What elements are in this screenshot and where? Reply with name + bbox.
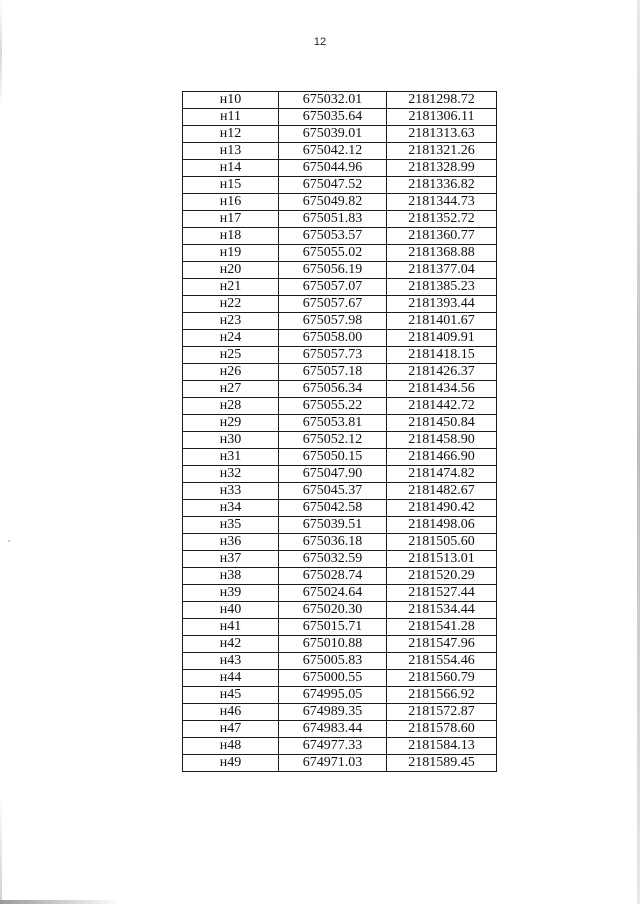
table-row — [183, 636, 497, 653]
point-label-cell: н22 — [183, 296, 279, 313]
point-label-cell: н23 — [183, 313, 279, 330]
y-coordinate-cell: 2181474.82 — [387, 466, 497, 483]
table-row — [183, 721, 497, 738]
table-row — [183, 466, 497, 483]
point-label-cell: н14 — [183, 160, 279, 177]
x-coordinate-cell: 675035.64 — [279, 109, 387, 126]
y-coordinate-cell: 2181344.73 — [387, 194, 497, 211]
table-row — [183, 517, 497, 534]
table-row — [183, 143, 497, 160]
x-coordinate-cell: 675056.34 — [279, 381, 387, 398]
x-coordinate-cell: 675045.37 — [279, 483, 387, 500]
point-label-cell: н36 — [183, 534, 279, 551]
y-coordinate-cell: 2181306.11 — [387, 109, 497, 126]
x-coordinate-cell: 675050.15 — [279, 449, 387, 466]
y-coordinate-cell: 2181385.23 — [387, 279, 497, 296]
table-row — [183, 211, 497, 228]
x-coordinate-cell: 674995.05 — [279, 687, 387, 704]
y-coordinate-cell: 2181513.01 — [387, 551, 497, 568]
scan-edge-bottom — [0, 900, 120, 904]
point-label-cell: н49 — [183, 755, 279, 772]
x-coordinate-cell: 675044.96 — [279, 160, 387, 177]
table-row — [183, 364, 497, 381]
y-coordinate-cell: 2181418.15 — [387, 347, 497, 364]
y-coordinate-cell: 2181547.96 — [387, 636, 497, 653]
table-row — [183, 415, 497, 432]
point-label-cell: н40 — [183, 602, 279, 619]
y-coordinate-cell: 2181352.72 — [387, 211, 497, 228]
table-row — [183, 228, 497, 245]
point-label-cell: н43 — [183, 653, 279, 670]
point-label-cell: н19 — [183, 245, 279, 262]
y-coordinate-cell: 2181336.82 — [387, 177, 497, 194]
point-label-cell: н42 — [183, 636, 279, 653]
coordinates-table-body — [183, 92, 497, 772]
x-coordinate-cell: 675000.55 — [279, 670, 387, 687]
x-coordinate-cell: 674977.33 — [279, 738, 387, 755]
y-coordinate-cell: 2181442.72 — [387, 398, 497, 415]
y-coordinate-cell: 2181458.90 — [387, 432, 497, 449]
y-coordinate-cell: 2181534.44 — [387, 602, 497, 619]
table-row — [183, 755, 497, 772]
table-row — [183, 653, 497, 670]
x-coordinate-cell: 675053.81 — [279, 415, 387, 432]
x-coordinate-cell: 675057.07 — [279, 279, 387, 296]
point-label-cell: н31 — [183, 449, 279, 466]
y-coordinate-cell: 2181321.26 — [387, 143, 497, 160]
point-label-cell: н45 — [183, 687, 279, 704]
x-coordinate-cell: 675052.12 — [279, 432, 387, 449]
x-coordinate-cell: 675057.18 — [279, 364, 387, 381]
point-label-cell: н18 — [183, 228, 279, 245]
point-label-cell: н24 — [183, 330, 279, 347]
point-label-cell: н12 — [183, 126, 279, 143]
table-row — [183, 534, 497, 551]
table-row — [183, 500, 497, 517]
y-coordinate-cell: 2181554.46 — [387, 653, 497, 670]
x-coordinate-cell: 675051.83 — [279, 211, 387, 228]
x-coordinate-cell: 675005.83 — [279, 653, 387, 670]
x-coordinate-cell: 675047.90 — [279, 466, 387, 483]
x-coordinate-cell: 675047.52 — [279, 177, 387, 194]
point-label-cell: н44 — [183, 670, 279, 687]
x-coordinate-cell: 675024.64 — [279, 585, 387, 602]
table-row — [183, 449, 497, 466]
x-coordinate-cell: 675042.58 — [279, 500, 387, 517]
x-coordinate-cell: 675056.19 — [279, 262, 387, 279]
point-label-cell: н26 — [183, 364, 279, 381]
y-coordinate-cell: 2181313.63 — [387, 126, 497, 143]
table-row — [183, 704, 497, 721]
scan-edge-left — [0, 0, 2, 904]
y-coordinate-cell: 2181466.90 — [387, 449, 497, 466]
y-coordinate-cell: 2181450.84 — [387, 415, 497, 432]
x-coordinate-cell: 675058.00 — [279, 330, 387, 347]
point-label-cell: н37 — [183, 551, 279, 568]
y-coordinate-cell: 2181360.77 — [387, 228, 497, 245]
x-coordinate-cell: 675028.74 — [279, 568, 387, 585]
table-row — [183, 619, 497, 636]
x-coordinate-cell: 675036.18 — [279, 534, 387, 551]
point-label-cell: н38 — [183, 568, 279, 585]
point-label-cell: н34 — [183, 500, 279, 517]
table-row — [183, 262, 497, 279]
table-row — [183, 245, 497, 262]
table-row — [183, 109, 497, 126]
point-label-cell: н33 — [183, 483, 279, 500]
x-coordinate-cell: 675042.12 — [279, 143, 387, 160]
y-coordinate-cell: 2181298.72 — [387, 92, 497, 109]
point-label-cell: н35 — [183, 517, 279, 534]
point-label-cell: н30 — [183, 432, 279, 449]
table-row — [183, 92, 497, 109]
point-label-cell: н29 — [183, 415, 279, 432]
point-label-cell: н13 — [183, 143, 279, 160]
table-row — [183, 177, 497, 194]
table-row — [183, 585, 497, 602]
x-coordinate-cell: 675039.01 — [279, 126, 387, 143]
x-coordinate-cell: 674989.35 — [279, 704, 387, 721]
point-label-cell: н21 — [183, 279, 279, 296]
point-label-cell: н20 — [183, 262, 279, 279]
x-coordinate-cell: 675015.71 — [279, 619, 387, 636]
y-coordinate-cell: 2181578.60 — [387, 721, 497, 738]
x-coordinate-cell: 674983.44 — [279, 721, 387, 738]
table-row — [183, 330, 497, 347]
x-coordinate-cell: 675049.82 — [279, 194, 387, 211]
y-coordinate-cell: 2181409.91 — [387, 330, 497, 347]
y-coordinate-cell: 2181541.28 — [387, 619, 497, 636]
y-coordinate-cell: 2181368.88 — [387, 245, 497, 262]
x-coordinate-cell: 675055.22 — [279, 398, 387, 415]
point-label-cell: н28 — [183, 398, 279, 415]
table-row — [183, 347, 497, 364]
x-coordinate-cell: 675032.59 — [279, 551, 387, 568]
point-label-cell: н41 — [183, 619, 279, 636]
coordinates-table — [182, 91, 497, 772]
table-row — [183, 160, 497, 177]
x-coordinate-cell: 674971.03 — [279, 755, 387, 772]
point-label-cell: н11 — [183, 109, 279, 126]
table-row — [183, 381, 497, 398]
y-coordinate-cell: 2181393.44 — [387, 296, 497, 313]
table-row — [183, 126, 497, 143]
y-coordinate-cell: 2181572.87 — [387, 704, 497, 721]
table-row — [183, 194, 497, 211]
table-row — [183, 738, 497, 755]
x-coordinate-cell: 675057.98 — [279, 313, 387, 330]
point-label-cell: н32 — [183, 466, 279, 483]
point-label-cell: н10 — [183, 92, 279, 109]
table-row — [183, 398, 497, 415]
point-label-cell: н17 — [183, 211, 279, 228]
y-coordinate-cell: 2181527.44 — [387, 585, 497, 602]
y-coordinate-cell: 2181490.42 — [387, 500, 497, 517]
y-coordinate-cell: 2181328.99 — [387, 160, 497, 177]
y-coordinate-cell: 2181560.79 — [387, 670, 497, 687]
table-row — [183, 483, 497, 500]
table-row — [183, 313, 497, 330]
table-row — [183, 432, 497, 449]
y-coordinate-cell: 2181401.67 — [387, 313, 497, 330]
x-coordinate-cell: 675057.67 — [279, 296, 387, 313]
y-coordinate-cell: 2181426.37 — [387, 364, 497, 381]
point-label-cell: н47 — [183, 721, 279, 738]
y-coordinate-cell: 2181434.56 — [387, 381, 497, 398]
point-label-cell: н48 — [183, 738, 279, 755]
y-coordinate-cell: 2181482.67 — [387, 483, 497, 500]
x-coordinate-cell: 675057.73 — [279, 347, 387, 364]
point-label-cell: н46 — [183, 704, 279, 721]
y-coordinate-cell: 2181520.29 — [387, 568, 497, 585]
y-coordinate-cell: 2181505.60 — [387, 534, 497, 551]
x-coordinate-cell: 675020.30 — [279, 602, 387, 619]
table-row — [183, 602, 497, 619]
table-row — [183, 568, 497, 585]
point-label-cell: н15 — [183, 177, 279, 194]
table-row — [183, 670, 497, 687]
y-coordinate-cell: 2181566.92 — [387, 687, 497, 704]
point-label-cell: н16 — [183, 194, 279, 211]
point-label-cell: н25 — [183, 347, 279, 364]
x-coordinate-cell: 675055.02 — [279, 245, 387, 262]
table-row — [183, 551, 497, 568]
table-row — [183, 279, 497, 296]
x-coordinate-cell: 675039.51 — [279, 517, 387, 534]
point-label-cell: н39 — [183, 585, 279, 602]
y-coordinate-cell: 2181377.04 — [387, 262, 497, 279]
table-row — [183, 296, 497, 313]
table-row — [183, 687, 497, 704]
point-label-cell: н27 — [183, 381, 279, 398]
scan-speck — [8, 540, 10, 542]
y-coordinate-cell: 2181589.45 — [387, 755, 497, 772]
page-number: 12 — [313, 36, 327, 48]
y-coordinate-cell: 2181498.06 — [387, 517, 497, 534]
x-coordinate-cell: 675010.88 — [279, 636, 387, 653]
x-coordinate-cell: 675053.57 — [279, 228, 387, 245]
y-coordinate-cell: 2181584.13 — [387, 738, 497, 755]
x-coordinate-cell: 675032.01 — [279, 92, 387, 109]
